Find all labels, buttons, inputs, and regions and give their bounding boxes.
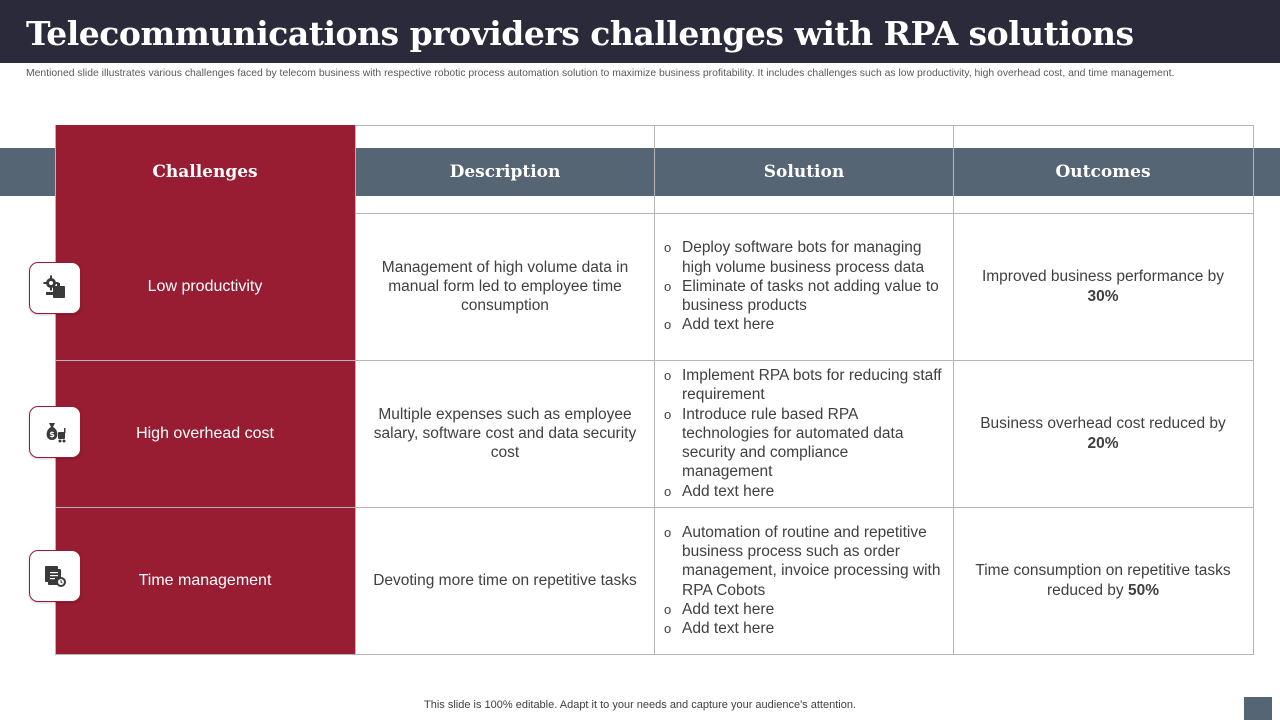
challenge-cell: Time management bbox=[138, 571, 272, 589]
money-bag-icon bbox=[29, 406, 81, 458]
row-divider bbox=[55, 654, 1254, 655]
table-border-right bbox=[1253, 125, 1254, 655]
solution-list bbox=[664, 238, 942, 334]
description-cell: Management of high volume data in manual form led to employee time consumption bbox=[381, 258, 629, 315]
outcome-text: Business overhead cost reduced by bbox=[980, 415, 1226, 433]
page-title: Telecommunications providers challenges with RPA solutions bbox=[26, 14, 1134, 53]
svg-text:$: $ bbox=[49, 430, 55, 439]
solution-item: o Automation of routine and repetitive business process such as order management, invoice processing with RPA Cobots bbox=[664, 523, 942, 600]
footer-note: This slide is 100% editable. Adapt it to your needs and capture your audience's attention. bbox=[424, 699, 856, 711]
solution-cell bbox=[654, 507, 954, 654]
documents-clock-icon-graphic bbox=[41, 562, 69, 590]
gears-icon bbox=[29, 262, 81, 314]
solution-cell bbox=[654, 213, 954, 360]
solution-cell bbox=[654, 360, 954, 507]
solution-item: o Add text here bbox=[664, 482, 942, 501]
solution-item: o Add text here bbox=[664, 315, 942, 334]
corner-decoration bbox=[1244, 697, 1272, 720]
outcome-value: 20% bbox=[1087, 434, 1119, 452]
outcome-value: 50% bbox=[1127, 581, 1160, 599]
header-description: Description bbox=[449, 162, 561, 182]
money-bag-icon-graphic bbox=[41, 418, 69, 446]
solution-list bbox=[664, 366, 942, 500]
row-divider bbox=[355, 125, 1254, 126]
solution-item: o Add text here bbox=[664, 619, 942, 638]
outcome-value: 30% bbox=[1087, 287, 1119, 305]
outcome-cell bbox=[953, 360, 1253, 507]
header-solution: Solution bbox=[763, 162, 845, 182]
solution-item: o Implement RPA bots for reducing staff requirement bbox=[664, 366, 942, 404]
challenges-table bbox=[55, 125, 1254, 655]
solution-item: o Introduce rule based RPA technologies for automated data security and compliance management bbox=[664, 405, 942, 482]
description-cell: Devoting more time on repetitive tasks bbox=[373, 571, 637, 589]
title-bar bbox=[0, 0, 1280, 63]
outcome-cell bbox=[953, 213, 1253, 360]
solution-item: o Add text here bbox=[664, 600, 942, 619]
description-cell: Multiple expenses such as employee salary, software cost and data security cost bbox=[373, 405, 637, 462]
documents-clock-icon bbox=[29, 550, 81, 602]
outcome-text: Time consumption on repetitive tasks reduced by bbox=[975, 562, 1231, 599]
solution-item: o Eliminate of tasks not adding value to business products bbox=[664, 277, 942, 315]
challenge-cell: Low productivity bbox=[147, 277, 263, 295]
gears-icon-graphic bbox=[41, 274, 69, 302]
solution-item: o Deploy software bots for managing high volume business process data bbox=[664, 238, 942, 276]
outcome-cell bbox=[953, 507, 1253, 654]
header-challenges: Challenges bbox=[152, 162, 258, 182]
solution-list bbox=[664, 523, 942, 638]
page-subtitle: Mentioned slide illustrates various challenges faced by telecom business with respective robotic process automation solution to maximize business profitability. It includes challenges such as low productivity, high overhead cost, and time management. bbox=[26, 68, 1175, 79]
header-outcomes: Outcomes bbox=[1055, 162, 1151, 182]
challenge-cell: High overhead cost bbox=[136, 424, 274, 442]
outcome-text: Improved business performance by bbox=[981, 268, 1225, 286]
